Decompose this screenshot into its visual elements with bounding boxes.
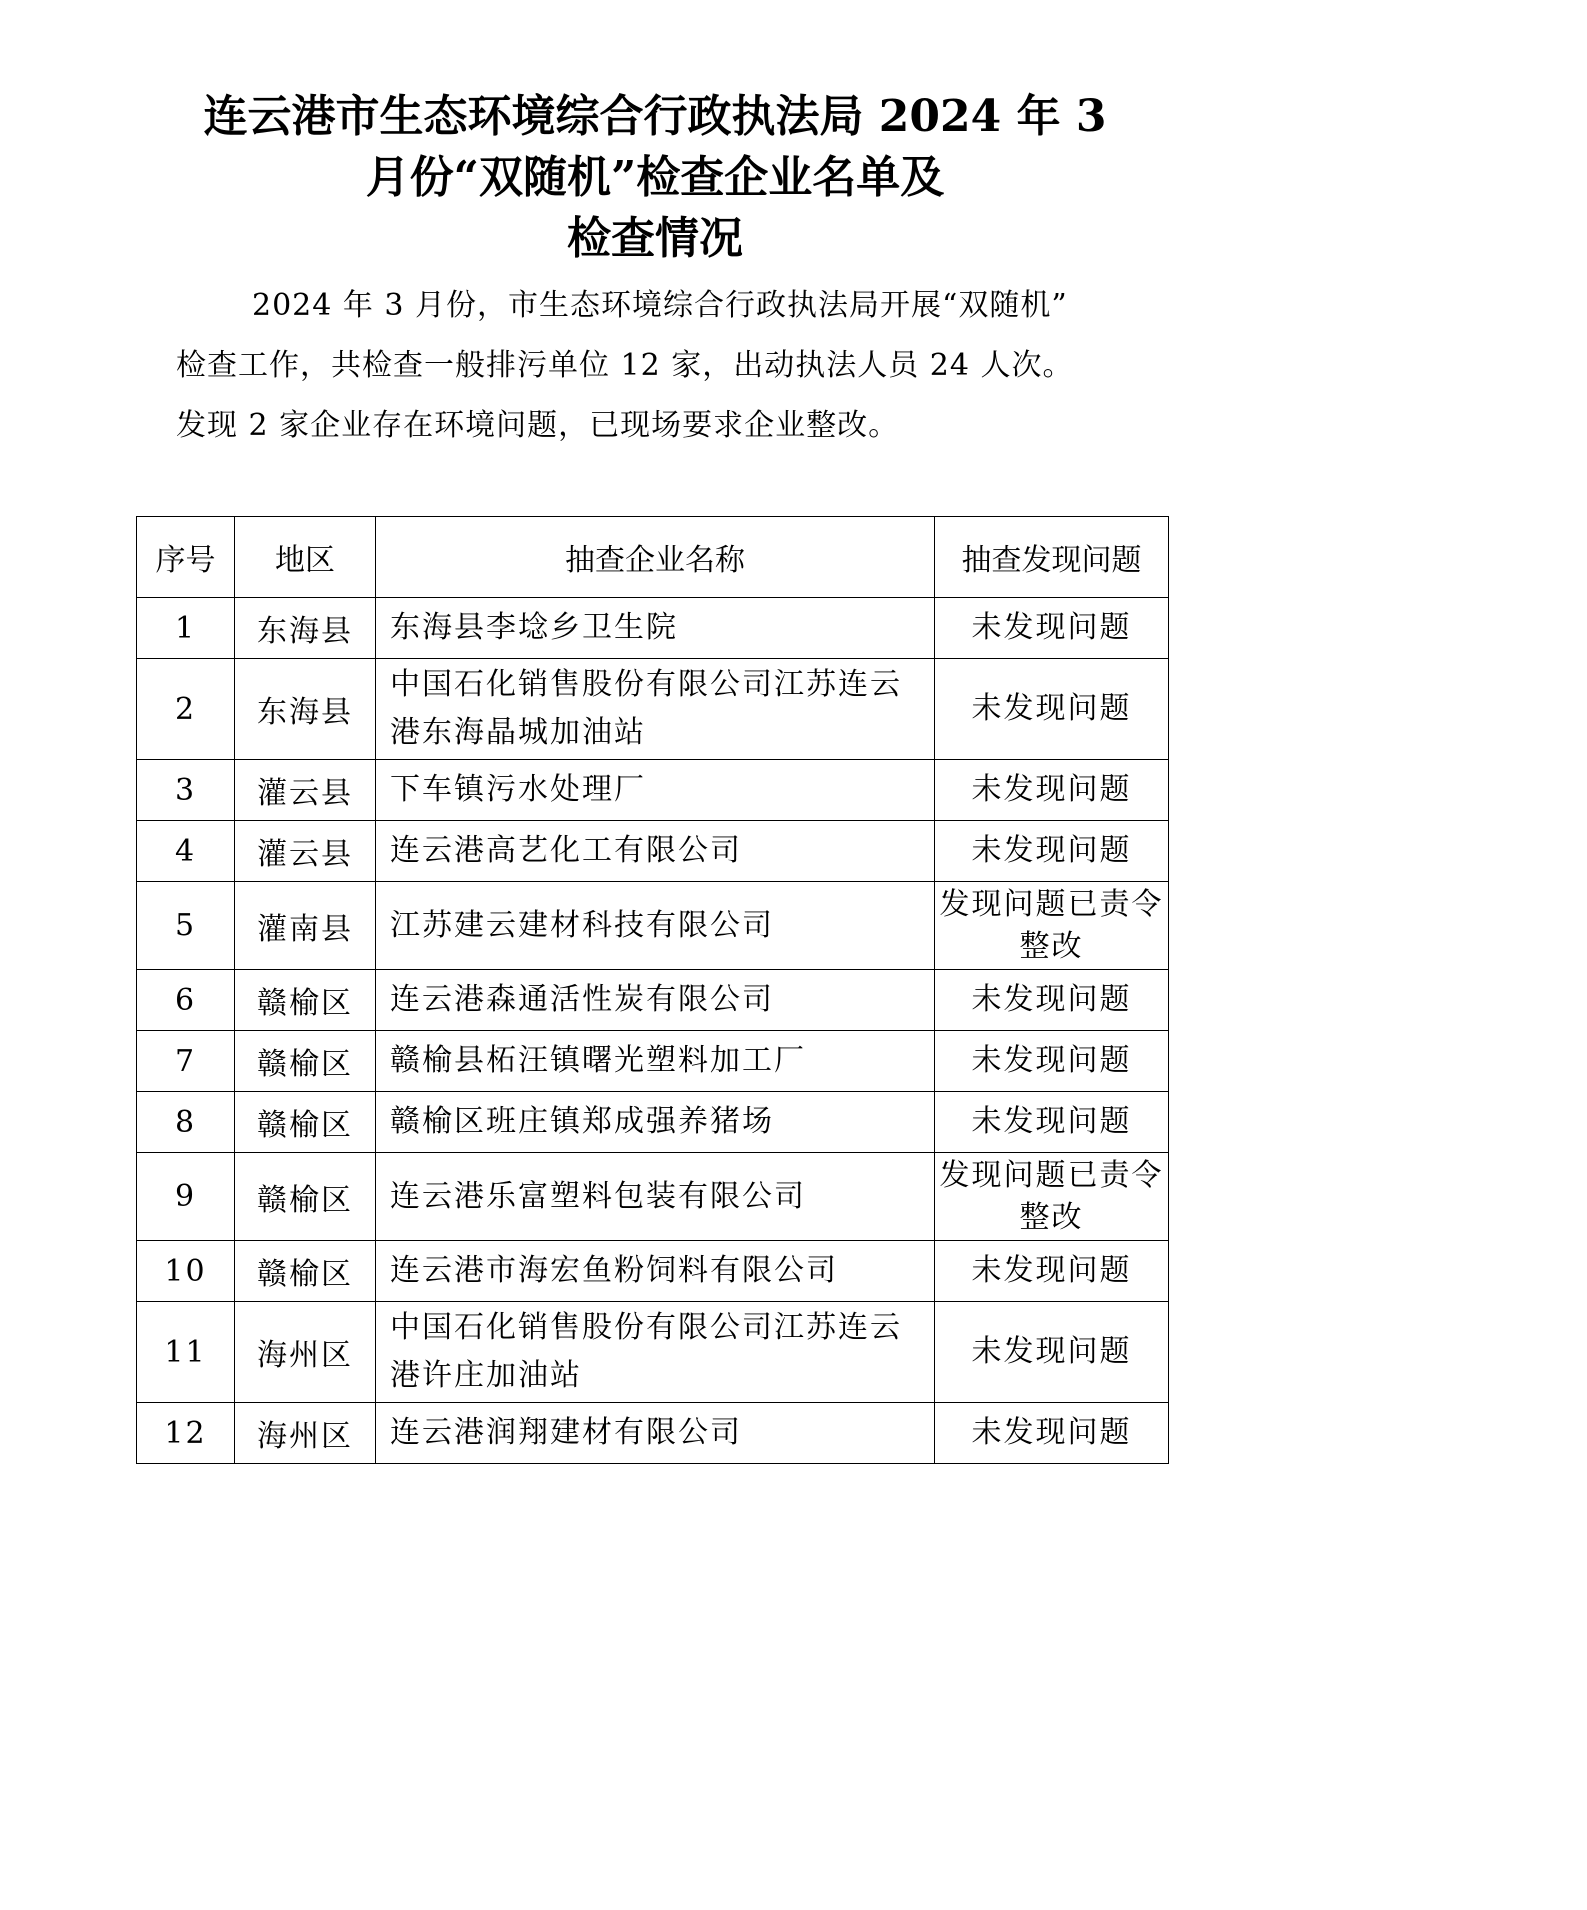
row-region: 海州区 [235, 1403, 376, 1464]
row-no: 8 [137, 1092, 235, 1153]
row-result: 未发现问题 [935, 821, 1169, 882]
row-no: 3 [137, 760, 235, 821]
header-region: 地区 [235, 517, 376, 598]
title-line-1: 连云港市生态环境综合行政执法局 2024 年 3 [203, 91, 1107, 142]
table-row [137, 821, 1169, 882]
intro-line-3: 发现 2 家企业存在环境问题，已现场要求企业整改。 [176, 408, 900, 443]
table-header-row [137, 517, 1169, 598]
row-region: 赣榆区 [235, 970, 376, 1031]
row-region: 赣榆区 [235, 1031, 376, 1092]
title-line-3: 检查情况 [567, 213, 743, 264]
row-region: 赣榆区 [235, 1153, 376, 1241]
table-row [137, 659, 1169, 760]
header-company-name: 抽查企业名称 [376, 517, 935, 598]
table-row [137, 760, 1169, 821]
row-no: 6 [137, 970, 235, 1031]
table-row [137, 1031, 1169, 1092]
row-no: 7 [137, 1031, 235, 1092]
row-no: 2 [137, 659, 235, 760]
table-row [137, 1302, 1169, 1403]
table-row [137, 1241, 1169, 1302]
row-no: 5 [137, 882, 235, 970]
row-company-name: 中国石化销售股份有限公司江苏连云港东海晶城加油站 [376, 659, 935, 760]
table-row [137, 882, 1169, 970]
table-body [137, 598, 1169, 1464]
row-result: 未发现问题 [935, 1031, 1169, 1092]
row-company-name: 中国石化销售股份有限公司江苏连云港许庄加油站 [376, 1302, 935, 1403]
row-result: 未发现问题 [935, 1302, 1169, 1403]
row-result: 未发现问题 [935, 970, 1169, 1031]
row-region: 灌云县 [235, 821, 376, 882]
title-line-2: 月份“双随机”检查企业名单及 [365, 152, 945, 203]
row-region: 灌云县 [235, 760, 376, 821]
row-company-name: 下车镇污水处理厂 [376, 760, 935, 821]
row-region: 灌南县 [235, 882, 376, 970]
row-region: 东海县 [235, 659, 376, 760]
row-no: 1 [137, 598, 235, 659]
row-result: 未发现问题 [935, 598, 1169, 659]
row-result: 发现问题已责令整改 [935, 882, 1169, 970]
table-row [137, 970, 1169, 1031]
intro-paragraph [176, 276, 1156, 456]
row-result: 未发现问题 [935, 659, 1169, 760]
row-no: 9 [137, 1153, 235, 1241]
row-company-name: 江苏建云建材科技有限公司 [376, 882, 935, 970]
intro-line-2: 检查工作，共检查一般排污单位 12 家，出动执法人员 24 人次。 [176, 348, 1074, 383]
row-region: 赣榆区 [235, 1241, 376, 1302]
header-no: 序号 [137, 517, 235, 598]
row-region: 东海县 [235, 598, 376, 659]
table-row [137, 1403, 1169, 1464]
table-row [137, 1153, 1169, 1241]
table-row [137, 1092, 1169, 1153]
row-no: 11 [137, 1302, 235, 1403]
inspection-table [136, 516, 1169, 1464]
row-no: 4 [137, 821, 235, 882]
document-title [140, 86, 1170, 269]
row-result: 未发现问题 [935, 1403, 1169, 1464]
row-company-name: 连云港润翔建材有限公司 [376, 1403, 935, 1464]
intro-line-1: 2024 年 3 月份，市生态环境综合行政执法局开展“双随机” [252, 288, 1068, 323]
row-region: 赣榆区 [235, 1092, 376, 1153]
row-no: 10 [137, 1241, 235, 1302]
row-company-name: 赣榆区班庄镇郑成强养猪场 [376, 1092, 935, 1153]
row-company-name: 连云港市海宏鱼粉饲料有限公司 [376, 1241, 935, 1302]
row-region: 海州区 [235, 1302, 376, 1403]
row-result: 未发现问题 [935, 1241, 1169, 1302]
row-company-name: 连云港高艺化工有限公司 [376, 821, 935, 882]
row-company-name: 赣榆县柘汪镇曙光塑料加工厂 [376, 1031, 935, 1092]
row-result: 未发现问题 [935, 760, 1169, 821]
row-company-name: 连云港乐富塑料包装有限公司 [376, 1153, 935, 1241]
header-result: 抽查发现问题 [935, 517, 1169, 598]
row-no: 12 [137, 1403, 235, 1464]
row-result: 发现问题已责令整改 [935, 1153, 1169, 1241]
row-result: 未发现问题 [935, 1092, 1169, 1153]
row-company-name: 东海县李埝乡卫生院 [376, 598, 935, 659]
row-company-name: 连云港森通活性炭有限公司 [376, 970, 935, 1031]
table-row [137, 598, 1169, 659]
